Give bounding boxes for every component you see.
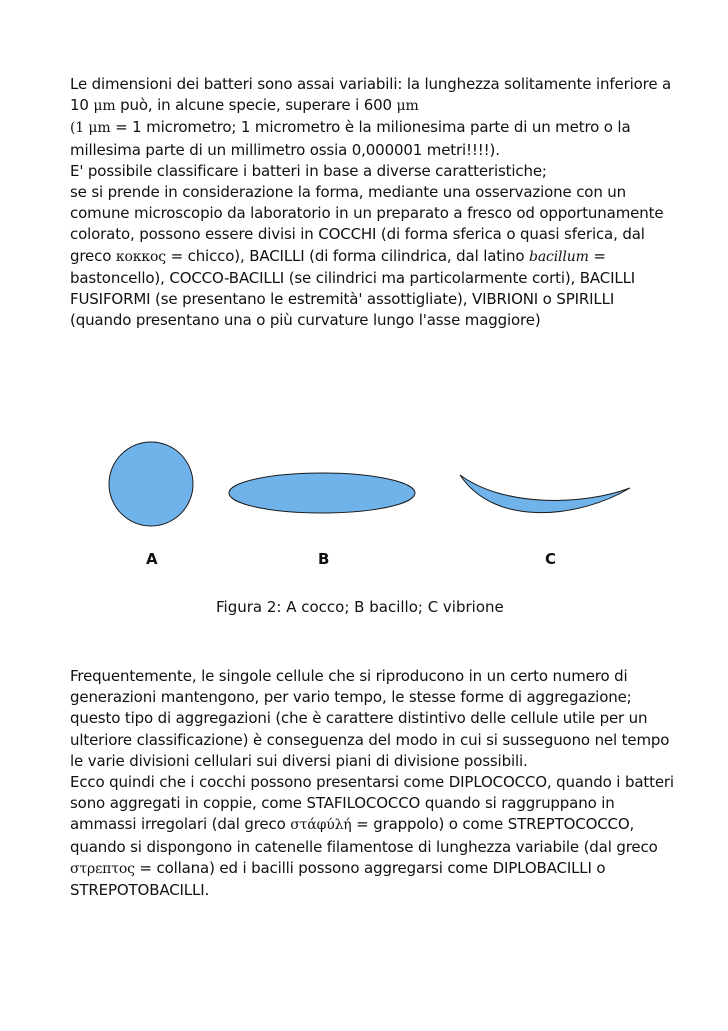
paragraph-1-block-c [70,182,676,331]
figure-caption: Figura 2: A cocco; B bacillo; C vibrione [216,598,504,616]
paragraph-1-block-b: E' possibile classificare i batteri in base a diverse caratteristiche; [70,161,547,180]
unit-micrometer: μm [93,98,116,115]
paragraph-2-block-a: Frequentemente, le singole cellule che si riproducono in un certo numero di generazioni mantengono, per vario tempo, le stesse forme di aggregazione; questo tipo di aggregazioni (che è carattere distintivo delle cellule utile per un ulteriore classificazione) è conseguenza del modo in cui si susseguono nel tempo le varie divisioni cellulari sui diversi piani di divisione possibili. [70,667,670,770]
text: = bastoncello), COCCO-BACILLI (se cilindrici ma particolarmente corti), BACILLI FUSIFORMI (se presentano le estremità' assottigliate), VIBRIONI o SPIRILLI (quando presentano una o più curvature lungo l'asse maggiore) [70,246,636,330]
text: Ecco quindi che i cocchi possono presentarsi come DIPLOCOCCO, quando i batteri sono aggregati in coppie, come STAFILOCOCCO quando si raggruppano in ammassi irregolari (dal greco [70,773,674,834]
text: = grappolo) o come STREPTOCOCCO, quando si dispongono in catenelle filamentose di lunghezza variabile (dal greco [70,815,658,856]
text: se si prende in considerazione la forma, mediante una osservazione con un comune microscopio da laboratorio in un preparato a fresco od opportunamente colorato, possono essere divisi in COCCHI (di forma sferica o quasi sferica, dal greco [70,183,664,265]
text: (1 [70,120,89,137]
greek-word-kokkos: κοκκος [115,248,166,265]
vibrio-shape [460,475,630,513]
paragraph-2-block-b [70,772,676,901]
figure-label-c: C [545,550,557,568]
paragraph-bacteria-aggregation [70,666,676,901]
text: = 1 micrometro; 1 micrometro è la milionesima parte di un metro o la millesima parte di un millimetro ossia 0,000001 metri!!!!). [70,118,631,159]
bacillus-shape [229,473,415,513]
paragraph-1-block-a [70,74,676,161]
coccus-shape [109,442,193,526]
figure-label-b: B [318,550,330,568]
greek-word-streptos: στρεπτος [70,860,135,877]
unit-micrometer: μm [88,120,111,137]
figure-label-a: A [146,550,158,568]
text: = collana) ed i bacilli possono aggregarsi come DIPLOBACILLI o STREPOTOBACILLI. [70,858,606,900]
text: può, in alcune specie, superare i 600 [115,96,397,115]
unit-micrometer: μm [396,98,419,115]
text: Le dimensioni dei batteri sono assai variabili: la lunghezza solitamente inferiore a 10 [70,75,672,115]
paragraph-bacteria-size-and-shape [70,74,676,331]
greek-word-stafyle: στάφύλή [290,817,352,834]
text: = chicco), BACILLI (di forma cilindrica, dal latino [165,246,530,265]
latin-word-bacillum: bacillum [529,248,589,265]
bacteria-shapes-figure [0,440,728,540]
